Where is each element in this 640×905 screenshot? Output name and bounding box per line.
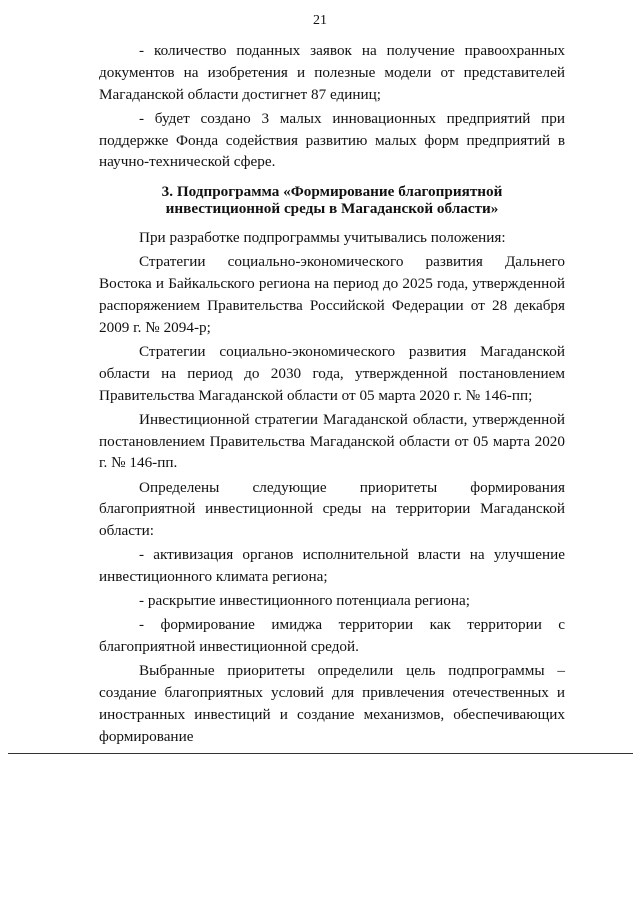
paragraph: Инвестиционной стратегии Магаданской области, утвержденной постановлением Правительства Магаданской области от 05 марта 2020 г. № 146-пп. [99, 410, 565, 472]
paragraph: При разработке подпрограммы учитывались положения: [139, 229, 506, 247]
paragraph: Определены следующие приоритеты формирования благоприятной инвестиционной среды на территории Магаданской области: [99, 478, 565, 540]
paragraph: - раскрытие инвестиционного потенциала региона; [139, 592, 470, 610]
paragraph: - будет создано 3 малых инновационных предприятий при поддержке Фонда содействия развитию малых форм предприятий в научно-технической сфере. [99, 109, 565, 171]
page-number: 21 [313, 13, 327, 28]
page-bottom-rule [8, 753, 633, 754]
paragraph: - активизация органов исполнительной власти на улучшение инвестиционного климата региона; [99, 546, 565, 586]
paragraph: Выбранные приоритеты определили цель подпрограммы – создание благоприятных условий для привлечения отечественных и иностранных инвестиций и создание механизмов, обеспечивающих формирование [99, 662, 565, 745]
section-heading-line-1: 3. Подпрограмма «Формирование благоприятной [161, 183, 503, 201]
paragraph: Стратегии социально-экономического развития Магаданской области на период до 2030 года, утвержденной постановлением Правительства Магаданской области от 05 марта 2020 г. № 146-пп; [99, 342, 565, 404]
body-text [99, 40, 565, 750]
paragraph: - количество поданных заявок на получение правоохранных документов на изобретения и полезные модели от представителей Магаданской области достигнет 87 единиц; [99, 42, 565, 103]
paragraph: - формирование имиджа территории как территории с благоприятной инвестиционной средой. [99, 616, 565, 656]
section-heading-line-2: инвестиционной среды в Магаданской области» [165, 200, 499, 218]
section-heading [99, 183, 565, 217]
paragraph: Стратегии социально-экономического развития Дальнего Востока и Байкальского региона на период до 2025 года, утвержденной распоряжением Правительства Российской Федерации от 28 декабря 2009 г. № 2094-р; [99, 253, 565, 336]
